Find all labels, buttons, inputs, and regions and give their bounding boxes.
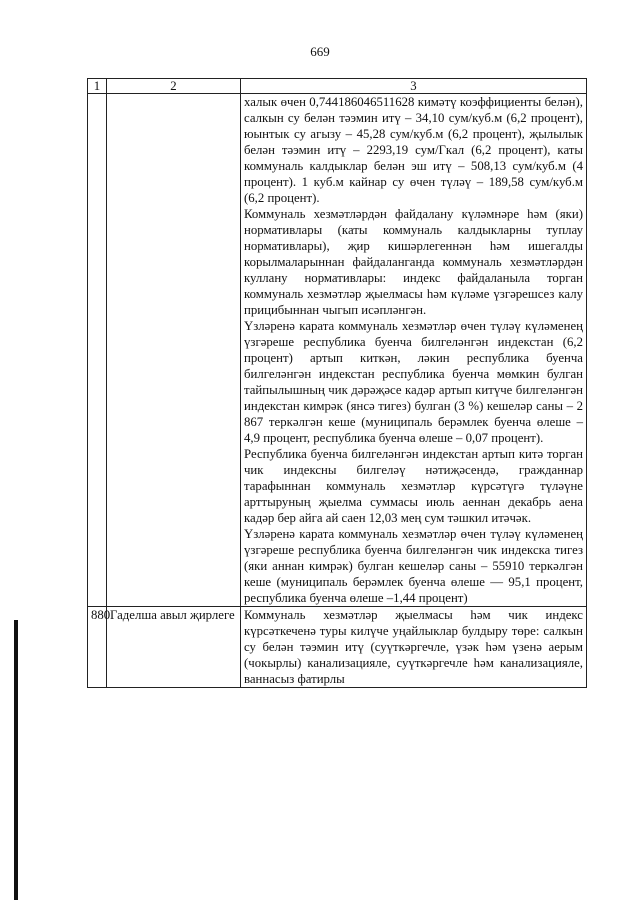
paragraph: Үзләренә карата коммуналь хезмәтләр өчен түләү күләменең үзгәреше республика буенча билгеләнгән индекстан (6,2 процент) артып киткән, ләкин республика буенча билгеләнгән индекстан республика буенча мөмкин булган тайпылышның чик дәрәҗәсе кадәр артып китүче билгеләнгән индекстан кимрәк (янсә тигез) булган (3 %) кешеләр саны – 2 867 теркәлгән кеше (муниципаль берәмлек буенча өлеше – 4,9 процент, республика буенча өлеше – 0,07 процент). [244, 319, 583, 445]
table-row [88, 607, 587, 688]
row-number [88, 94, 107, 607]
paragraph: Республика буенча билгеләнгән индекстан артып китә торган чик индексны билгеләү нәтиҗәсендә, гражданнар тарафыннан коммуналь хезмәтләр күрсәтүгә түләүне арттыруның җыелма суммасы июль аеннан декабрь аена кадәр бер айга ай саен 12,03 мең сум тәшкил итәчәк. [244, 447, 583, 525]
description-cell [241, 607, 587, 688]
paragraph: Коммуналь хезмәтләр җыелмасы һәм чик индекс күрсәткеченә туры килүче уңайлыклар булдыру төре: салкын су белән тәэмин итү (суүткәргечле, үзәк һәм үзенә аерым (чокырлы) канализацияле, суүткәргечле һәм канализацияле, ваннасыз фатирлы [244, 608, 583, 686]
description-cell [241, 94, 587, 607]
municipality-name: Гаделша авыл җирлеге [107, 607, 241, 688]
header-col-1: 1 [88, 79, 107, 94]
table-row [88, 94, 587, 607]
paragraph: Коммуналь хезмәтләрдән файдалану күләмнәре һәм (яки) нормативлары (каты коммуналь калдыкларны туплау нормативлары), җир кишәрлегеннән һәм ишегалды корылмаларыннан файдаланганда коммуналь хезмәтләрдән куллану нормативлары: индекс файдаланыла торган коммуналь хезмәтләр җыелмасы һәм күләме үзгәрешсез калу прицибыннан чыгып исәпләнгән. [244, 207, 583, 317]
header-col-2: 2 [107, 79, 241, 94]
scan-edge-mark [14, 620, 18, 900]
page-number: 669 [310, 44, 330, 59]
row-number: 880 [88, 607, 107, 688]
municipal-utilities-table [87, 78, 587, 688]
municipality-name [107, 94, 241, 607]
paragraph: Үзләренә карата коммуналь хезмәтләр өчен түләү күләменең үзгәреше республика буенча билгеләнгән чик индекска тигез (яки аннан кимрәк) булган кешеләр саны – 55910 теркәлгән кеше (муниципаль берәмлек буенча өлеше — 95,1 процент, республика буенча өлеше –1,44 процент) [244, 527, 583, 605]
table-header-row [88, 79, 587, 94]
paragraph: халык өчен 0,744186046511628 кимәтү коэффициенты белән), салкын су белән тәэмин итү – 34,10 сум/куб.м (6,2 процент), юынтык су агызу – 45,28 сум/куб.м (6,2 процент), җылылык белән тәэмин итү – 2293,19 сум/Гкал (6,2 процент), каты коммуналь калдыклар белән эш итү – 508,13 сум/куб.м (4 процент). 1 куб.м кайнар су өчен түләү – 189,58 сум/куб.м (6,2 процент). [244, 95, 583, 205]
header-col-3: 3 [241, 79, 587, 94]
